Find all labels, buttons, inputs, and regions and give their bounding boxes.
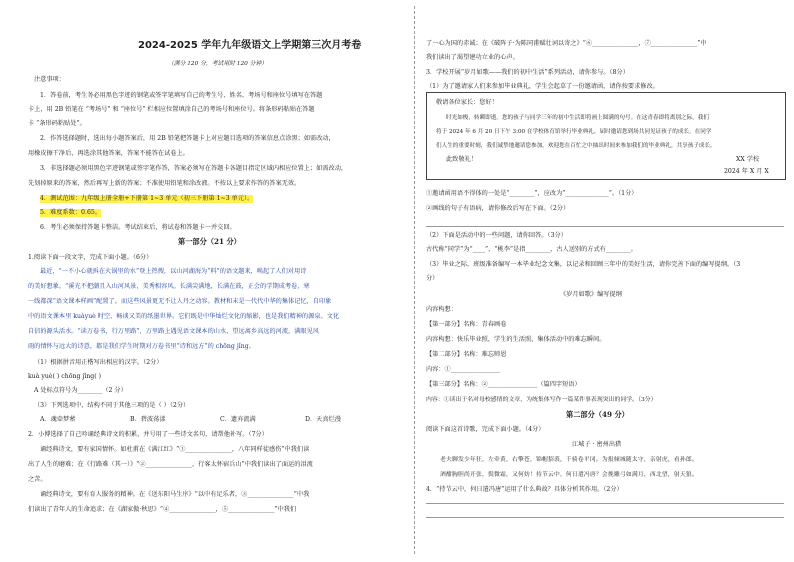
- outline-line: 内容构想：: [426, 306, 457, 313]
- question-2-line: 出了人生的磨难；在《行路难（其一）》“②_______________，行客太怀宿兵山”中我们读出了面运的泪流: [28, 461, 313, 468]
- note-line: 2．作答选择题时，选出每小题答案后，用 2B 铅笔把答题卡上对应题目选项的答案信息点涂黑；如需改动，: [40, 135, 335, 142]
- note-line: 6．考生必须保持答题卡整洁。考试结束后，将试卷和答题卡一并交回。: [40, 224, 236, 231]
- note-line: 先划掉原来的答案，然后再写上新的答案；不准使用铅笔和涂改液。不按以上要求作答的答案无效。: [28, 180, 301, 187]
- sub-question: （3）下列选项中，结构不同于其他三项的是（ ）（2分）: [34, 402, 190, 409]
- answer-line: [426, 517, 784, 518]
- question-4-intro: 阅读下面这首诗歌，完成下面小题。（4分）: [426, 426, 545, 433]
- page-title: 2024-2025 学年九年级语文上学期第三次月考卷: [138, 40, 362, 51]
- question-3-1b: ②画线的句子有语病，请你修改后写在下面。（2分）: [426, 205, 570, 212]
- passage-line: 雨的情怀与远大的诗意，都是我们学生时期对万卷书里“诗和远方”的 chōng jǐng。: [28, 343, 255, 350]
- invitation-body: 将于 2024 年 6 月 20 日下午 3:00 在学校体育馆举行毕业典礼，届时邀请您到场共同见证孩子的成长。在同学: [436, 129, 712, 135]
- question-3-sub: （1）为了邀请家人们来参加毕业典礼，学生会起草了一份邀请函，请你按要求修改。: [426, 83, 659, 90]
- question-2-line: 诵经典诗文，要有家国情怀。如杜甫在《满江红》“①_______________，八年同样徒感伤”中我们读: [40, 446, 310, 453]
- question-2-cont: 我们读出了渴望建功立业的心声。: [426, 54, 519, 61]
- passage-line: 的美好想象。“溪光不把潮且入山河风景，美秀相容风。长满尖满地，长满在鼓，正会的学期成考卷，寒: [28, 283, 310, 290]
- option-b: B．碧波荡漾: [130, 416, 166, 423]
- note-line: 1．答卷前，考生务必用黑色字迹的钢笔或签字笔填写自己的考生号、姓名、考场号和座位号填写在答题: [40, 92, 323, 99]
- poem-title: 江城子 · 密州出猎: [572, 441, 622, 448]
- note-line: 用橡皮擦干净后，再选涂其他答案，答案不能答在试卷上。: [28, 150, 189, 157]
- poem-line: 老夫聊发少年狂，左牵黄，右擎苍，锦帽貂裘，千骑卷平冈。为报倾城随太守，亲射虎，看孙郎。: [440, 457, 698, 463]
- question-2: 2．小博选择了自己吟诵经典诗文的积累，并号用了一些诗文名句，请帮他补写。（7分）: [28, 431, 268, 438]
- poem-line: 酒酣胸胆尚开张，鬓微霜，又何妨！持节云中，何日遣冯唐？会挽雕弓如满月，西北望，射天狼。: [440, 472, 698, 478]
- pinyin-blanks: kuà yuè( ) chōng jǐng( ): [28, 373, 102, 380]
- answer-line: [426, 226, 784, 227]
- outline-line: 【第一部分】名称：青春画卷: [426, 321, 507, 328]
- section-heading: 第一部分（21 分）: [178, 237, 241, 246]
- question-3-1a: ①邀请函用语不得体的一处是“________”，应改为“______________”。（1分）: [426, 190, 638, 197]
- question-4: 4．“持节云中，何日遣冯唐”运用了什么典故？具体分析其作用。（2分）: [426, 486, 623, 493]
- question-intro: 1.阅读下面一段文字，完成下面小题。（6分）: [28, 254, 153, 261]
- invitation-sign: XX 学校: [736, 156, 760, 163]
- question-2-line: 诵经典诗文，要有育人服务的精神。在《送东阳马生序》“以中有足乐者，③_______________”中我: [40, 491, 310, 498]
- option-c: C．遗弃流满: [220, 416, 256, 423]
- question-3-3: 分）: [426, 275, 439, 282]
- sub-question: （1）根据拼音用正楷写出相应的汉字。（2分）: [34, 359, 163, 366]
- outline-line: 内容构想：快乐毕业照，学生的生活照，集体活动中的难忘瞬间。: [426, 336, 606, 343]
- note-highlight: 5．难度系数：0.65。: [40, 209, 102, 216]
- note-line: 卡上，用 2B 铅笔在 “考场号” 和 “座位号” 栏相应位置填涂自己的考场号和座位号。将条形码粘贴在答题: [28, 106, 315, 113]
- outline-line: 【第二部分】名称：难忘师恩: [426, 351, 507, 358]
- notes-header: 注意事项：: [34, 76, 65, 83]
- passage-line: 中的语文课本里 kuàyuè 时空，畅谈又美的纸墨世界。它们既是中华灿烂文化的缩影，也是我们精神的源泉。文化: [28, 313, 340, 320]
- note-line: 3．非选择题必须用黑色字迹钢笔或签字笔作答，答案必须写在答题卡各题目指定区域内相应位置上；如需改动，: [40, 165, 348, 172]
- invitation-greeting: 敬请各位家长：您好！: [436, 99, 498, 106]
- outline-line: 内容：①________________: [426, 366, 501, 373]
- invitation-date: 2024 年 X 月 X: [724, 168, 769, 175]
- page-subtitle: （满分 120 分，考试用时 120 分钟）: [168, 61, 268, 67]
- question-2-line: 们读出了青年人的生命追求；在《湖家傲·秋思》“④_______________，⑤_______________”中我们: [28, 506, 297, 513]
- option-d: D．天真烂漫: [305, 416, 341, 423]
- passage-line: 最近，“一不小心就拆在火锅里的水”登上热搜，以山河湖海为“料”的语文题来，唤起了人们对用诗: [40, 268, 307, 275]
- question-3-3: （3）毕业之际，班级准备编写一本毕业纪念文集，以记录和回顾三年中的美好生活，请你完善下面的编写提纲。（3: [426, 261, 741, 268]
- question-2-line: 之苦。: [28, 476, 47, 483]
- outline-title: 《岁月如歌》编写提纲: [560, 291, 622, 298]
- outline-line: 【第三部分】名称：②________________（篇四字短语）: [426, 381, 581, 388]
- passage-line: 自信的源头活水。“读万卷书，行万里路”，万里路上遇见语文课本的山水，望远离乡高远的河流，满眼见风: [28, 328, 319, 335]
- answer-line: [426, 503, 784, 504]
- option-a: A．魂牵梦萦: [40, 416, 76, 423]
- column-divider: [414, 6, 415, 554]
- invitation-body: 时光如梭，转瞬即逝。您的孩子与同学三年的初中生活即将画上圆满的句号。在这青春即将离别之际，我们: [446, 115, 709, 121]
- sub-question: A 处标点符号为________（2 分）: [34, 387, 127, 394]
- question-3-2a: 古代称“同学”为“____”，“桃李”是指________，古人送别的方式有________。: [426, 246, 637, 253]
- section-heading: 第二部分（49 分）: [566, 410, 629, 419]
- question-2-cont: 了一心为国的赤诚；在《破阵子·为陈同甫赋壮词以寄之》“⑥_______________，⑦_______________”中: [426, 40, 707, 47]
- outline-line: 内容：①读出于名对母校感情的文章，为统集体写作一篇某件事表现突出的同学。（3分）: [426, 397, 657, 403]
- question-3: 3．学校开展“岁月如歌——我们的初中生活”系列活动，请你参与。（8分）: [426, 69, 629, 76]
- passage-line: 一线都深“语文课本样画”配置了。而这些风景更无不让人丹之动容。教材和未是一代代中华的集体记忆，自印象: [28, 298, 332, 305]
- note-line: 卡 “条形码粘贴处”。: [28, 120, 86, 127]
- question-3-2: （2）下面是活动中的一些问题，请你回答。（3分）: [426, 232, 567, 239]
- note-highlight: 4．测试范围：九年级上册全册+下册第 1~3 单元（初三下册第 1~3 单元）。: [40, 195, 254, 202]
- invitation-closing: 此致敬礼！: [446, 156, 477, 163]
- invitation-body: 们人生的重要时刻，我们诚挚地邀请您参加。欢迎您在百忙之中抽出时间来参加我们的毕业典礼，共享孩子成长。: [436, 143, 716, 149]
